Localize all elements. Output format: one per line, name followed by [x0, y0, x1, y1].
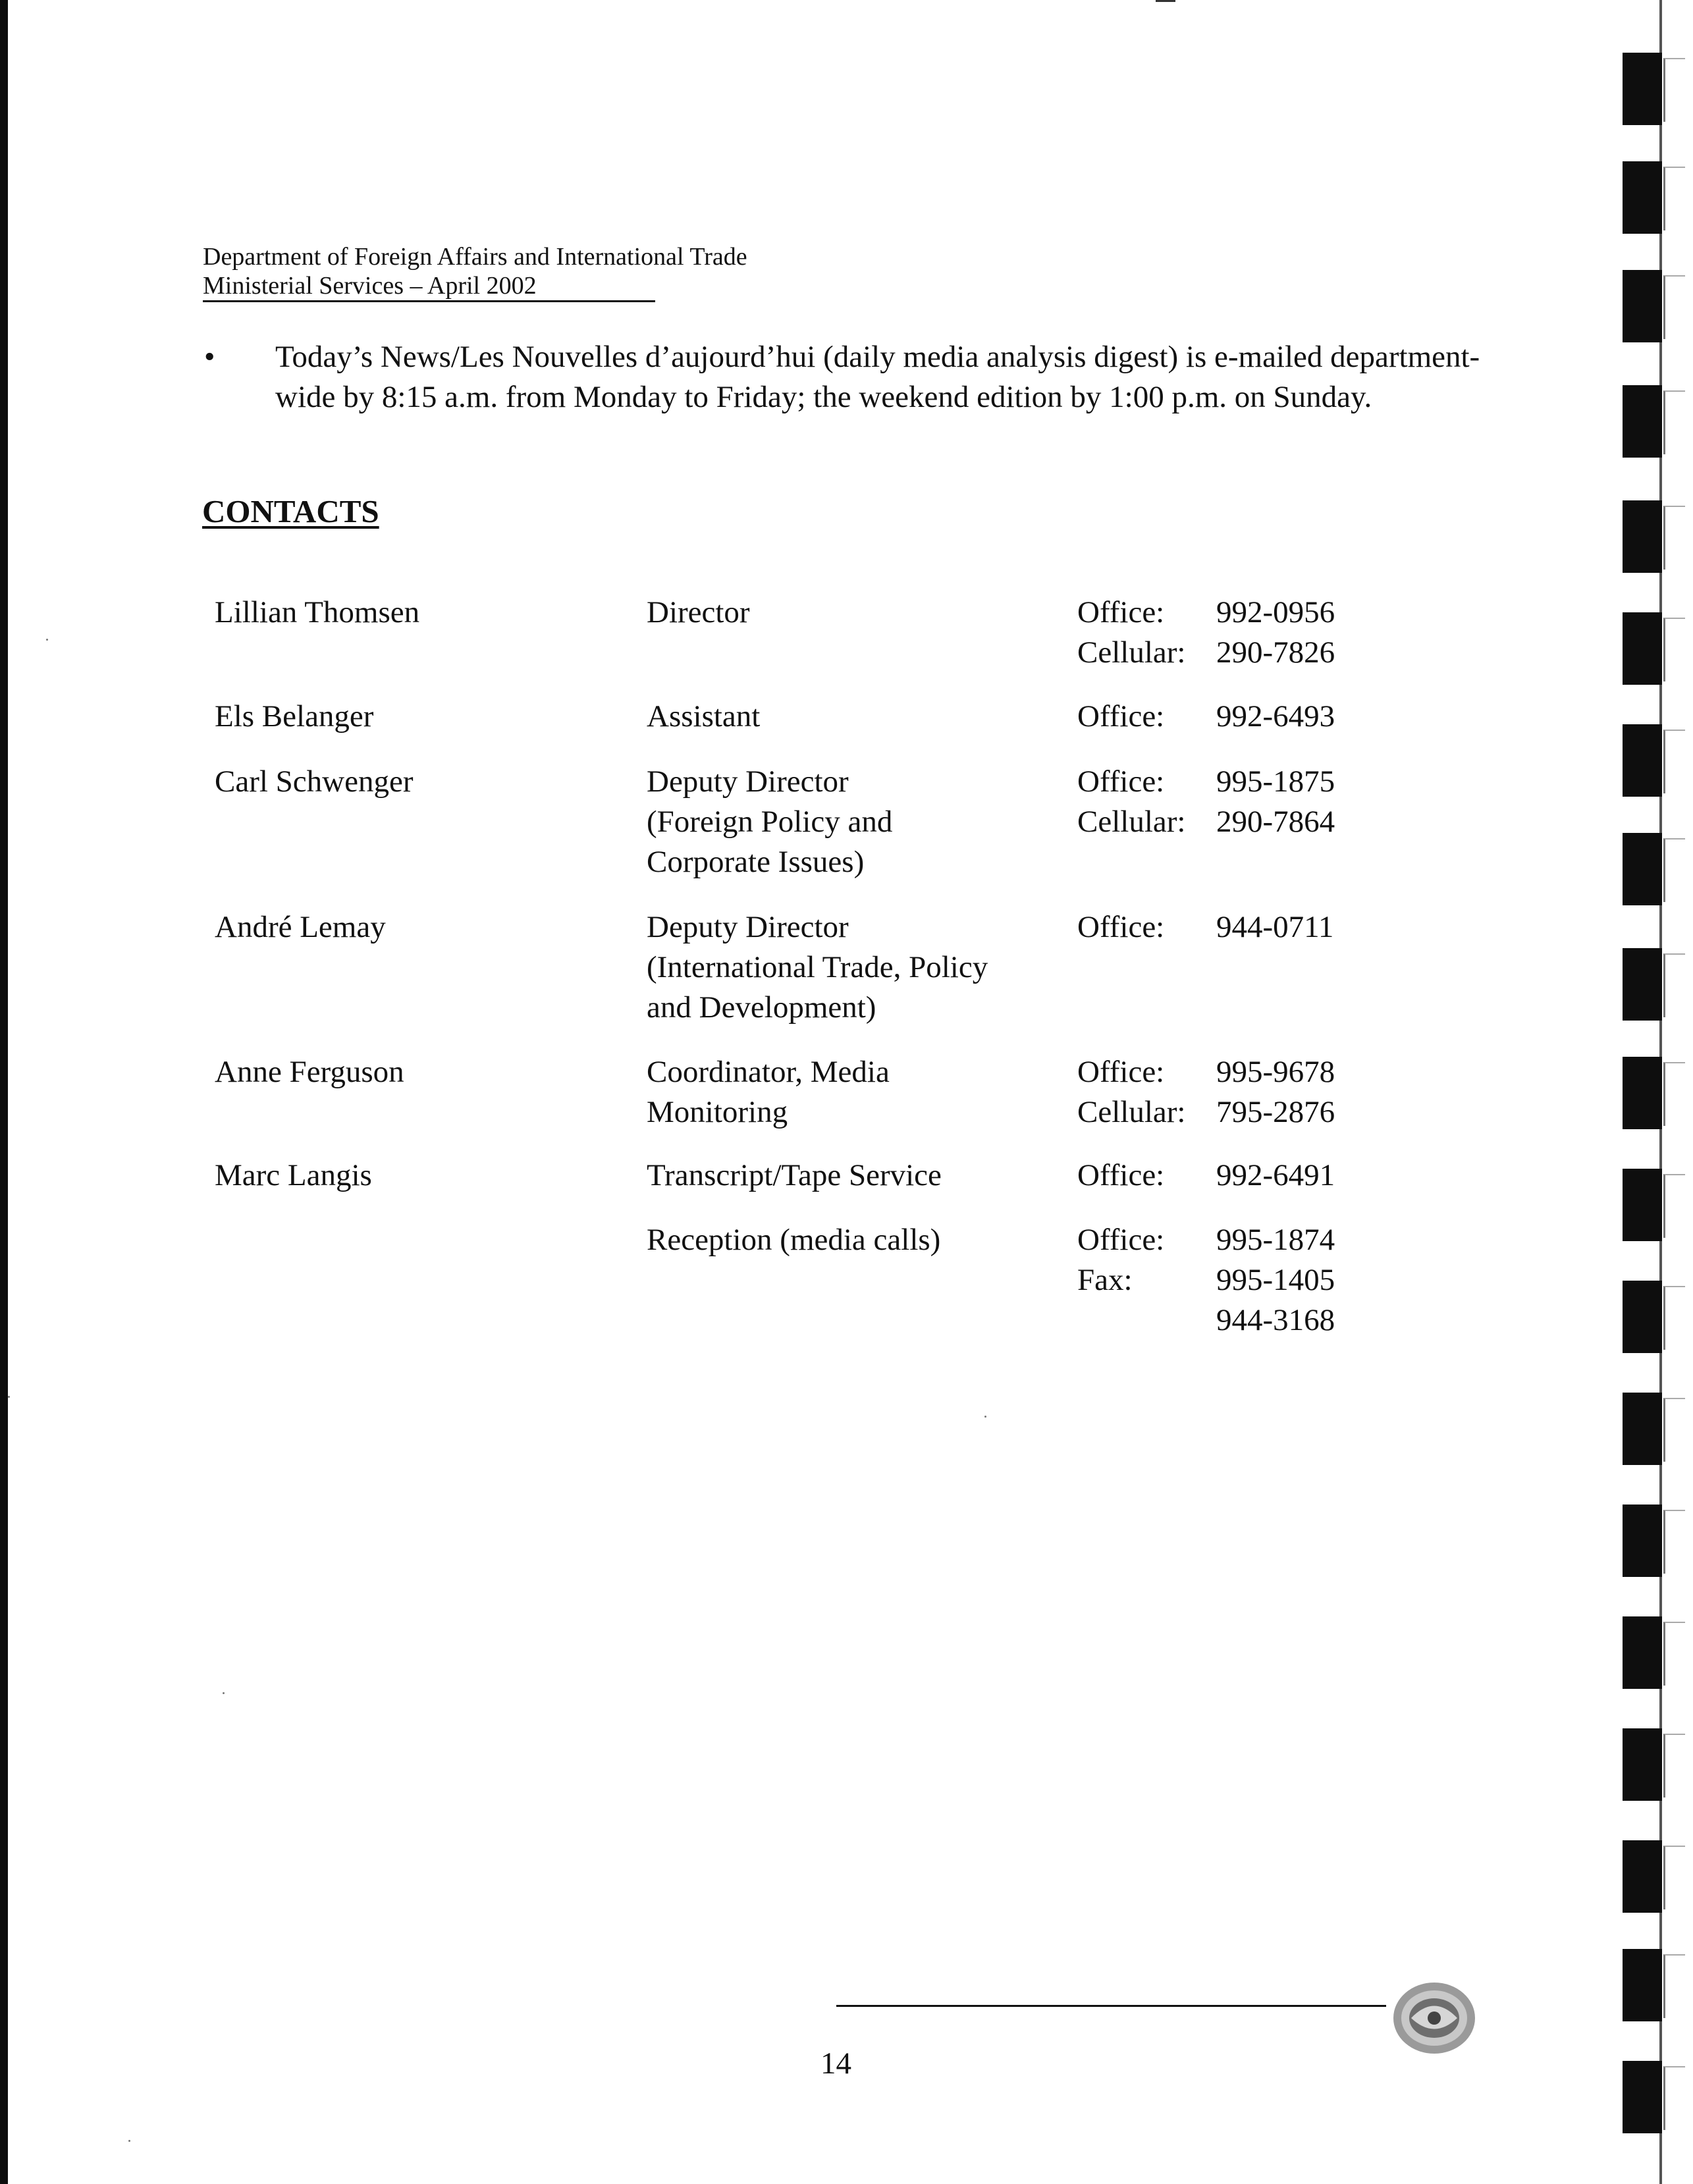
- contact-title-line: Deputy Director: [647, 764, 849, 799]
- contact-title: [647, 1156, 1108, 1196]
- binding-tab: [1623, 948, 1662, 1021]
- phone-type: Office:: [1077, 1223, 1165, 1257]
- binding-tab: [1623, 1949, 1662, 2021]
- binding-tab: [1623, 833, 1662, 905]
- scan-speck: [128, 2140, 130, 2142]
- contact-title-line: (International Trade, Policy: [647, 950, 988, 984]
- contact-title-line: Transcript/Tape Service: [647, 1158, 942, 1192]
- phone-number: 992-0956: [1216, 595, 1335, 629]
- binding-tab: [1623, 53, 1662, 125]
- binding-tab: [1623, 724, 1662, 797]
- department-name: Department of Foreign Affairs and International Trade: [203, 243, 747, 271]
- binding-tab: [1623, 1281, 1662, 1353]
- phone-number: 995-1874: [1216, 1223, 1335, 1257]
- contact-title: [647, 697, 1108, 737]
- phone-type: Office:: [1077, 699, 1165, 733]
- phone-type: Office:: [1077, 910, 1165, 944]
- contact-name: André Lemay: [215, 910, 386, 944]
- binding-tab: [1623, 385, 1662, 458]
- contact-name: Els Belanger: [215, 699, 374, 733]
- contact-title: [647, 907, 1108, 1028]
- phone-number: 995-9678: [1216, 1055, 1335, 1089]
- contact-name: Lillian Thomsen: [215, 595, 420, 629]
- phone-number: 290-7826: [1216, 635, 1335, 670]
- bullet-text: Today’s News/Les Nouvelles d’aujourd’hui (daily media analysis digest) is e-mailed department-wide by 8:15 a.m. from Monday to Friday; the weekend edition by 1:00 p.m. on Sunday.: [275, 340, 1480, 414]
- contact-title-line: and Development): [647, 990, 876, 1025]
- phone-type: Cellular:: [1077, 635, 1186, 670]
- binding-tab: [1623, 1728, 1662, 1801]
- phone-type: Cellular:: [1077, 805, 1186, 839]
- phone-type: Office:: [1077, 764, 1165, 799]
- binding-tab: [1623, 161, 1662, 234]
- contact-title-line: Reception (media calls): [647, 1223, 941, 1257]
- scan-speck: [984, 1416, 986, 1418]
- binding-tab: [1623, 1840, 1662, 1913]
- scan-speck: [8, 1396, 10, 1398]
- contact-title-line: Coordinator, Media: [647, 1055, 890, 1089]
- contact-name: Anne Ferguson: [215, 1055, 404, 1089]
- binding-tab: [1623, 2061, 1662, 2133]
- phone-number: 992-6491: [1216, 1158, 1335, 1192]
- binding-tab: [1623, 1169, 1662, 1241]
- scan-speck: [46, 639, 48, 641]
- footer-rule: [836, 2005, 1386, 2007]
- contact-name: Carl Schwenger: [215, 764, 414, 799]
- contact-title: [647, 593, 1108, 633]
- phone-type: Cellular:: [1077, 1095, 1186, 1129]
- contact-name: Marc Langis: [215, 1158, 372, 1192]
- binding-tab: [1623, 1393, 1662, 1465]
- binding-tab: [1623, 500, 1662, 573]
- contact-title: [647, 762, 1108, 882]
- phone-type: Office:: [1077, 595, 1165, 629]
- binding-tab: [1623, 270, 1662, 342]
- binding-tab: [1623, 612, 1662, 685]
- page-number: 14: [820, 2046, 851, 2081]
- phone-number: 995-1875: [1216, 764, 1335, 799]
- contact-title-line: (Foreign Policy and: [647, 805, 893, 839]
- bullet-symbol: •: [204, 340, 215, 374]
- contact-title-line: Deputy Director: [647, 910, 849, 944]
- contact-title-line: Monitoring: [647, 1095, 788, 1129]
- contact-title-line: Assistant: [647, 699, 761, 733]
- phone-type: Office:: [1077, 1055, 1165, 1089]
- phone-number: 944-0711: [1216, 910, 1334, 944]
- phone-number: 795-2876: [1216, 1095, 1335, 1129]
- contact-title-line: Director: [647, 595, 750, 629]
- phone-number: 992-6493: [1216, 699, 1335, 733]
- scan-top-mark: [1156, 0, 1175, 2]
- binding-tab: [1623, 1057, 1662, 1129]
- document-header: [203, 242, 747, 302]
- binding-tab: [1623, 1616, 1662, 1689]
- section-title: CONTACTS: [202, 493, 379, 529]
- document-subtitle: Ministerial Services – April 2002: [203, 271, 655, 302]
- phone-type: Fax:: [1077, 1263, 1133, 1297]
- phone-number: 995-1405: [1216, 1263, 1335, 1297]
- phone-type: Office:: [1077, 1158, 1165, 1192]
- binding-tab: [1623, 1505, 1662, 1577]
- spiral-binding: [1620, 0, 1693, 2184]
- phone-number: 290-7864: [1216, 805, 1335, 839]
- phone-number: 944-3168: [1216, 1303, 1335, 1337]
- seal-emblem: [1388, 1977, 1480, 2060]
- scan-left-edge: [0, 0, 8, 2184]
- contact-title: [647, 1220, 1108, 1260]
- contact-title: [647, 1052, 1108, 1132]
- scan-speck: [223, 1692, 225, 1694]
- contact-title-line: Corporate Issues): [647, 845, 865, 879]
